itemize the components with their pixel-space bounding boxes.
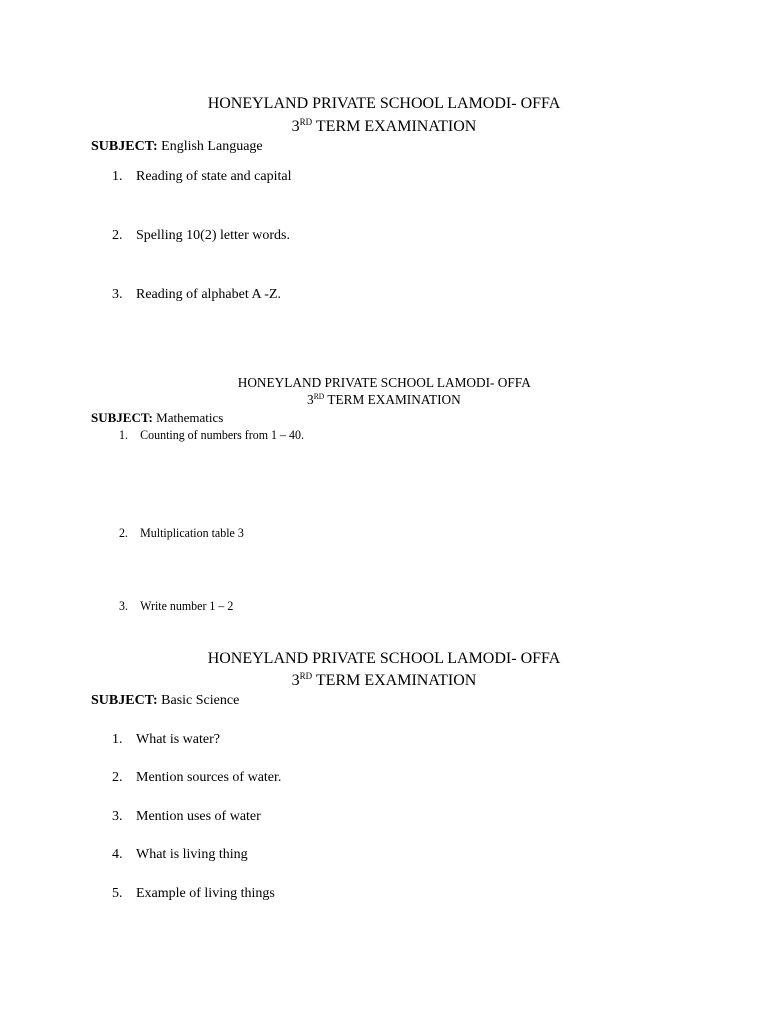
- item-text: Reading of state and capital: [136, 169, 292, 184]
- subject-line: [91, 139, 263, 155]
- subject-label: SUBJECT:: [91, 693, 158, 708]
- item-number: 4.: [112, 847, 123, 862]
- item-text: Reading of alphabet A -Z.: [136, 287, 282, 302]
- item-text: Mention uses of water: [136, 809, 261, 824]
- item-number: 5.: [112, 886, 123, 901]
- item-number: 1.: [119, 427, 128, 442]
- item-text: Example of living things: [136, 886, 275, 901]
- term-heading: [0, 118, 768, 136]
- subject-line: [91, 410, 223, 426]
- school-name: [0, 95, 768, 113]
- school-name: [0, 376, 768, 392]
- term-suffix: RD: [313, 392, 325, 401]
- term-number: 3: [307, 393, 314, 408]
- school-name-text: HONEYLAND PRIVATE SCHOOL LAMODI- OFFA: [237, 376, 531, 391]
- term-number: 3: [291, 118, 300, 135]
- subject-label: SUBJECT:: [91, 410, 153, 425]
- school-name: [0, 650, 768, 668]
- item-text: Counting of numbers from 1 – 40.: [140, 427, 304, 442]
- item-number: 2.: [112, 770, 123, 785]
- subject-label: SUBJECT:: [91, 139, 158, 154]
- item-text: Write number 1 – 2: [140, 598, 234, 613]
- term-suffix: RD: [299, 671, 313, 681]
- term-label: TERM EXAMINATION: [327, 393, 461, 408]
- term-number: 3: [291, 672, 300, 689]
- item-number: 2.: [119, 525, 128, 540]
- term-label: TERM EXAMINATION: [315, 672, 477, 689]
- item-text: What is living thing: [136, 847, 248, 862]
- term-label: TERM EXAMINATION: [315, 118, 477, 135]
- term-suffix: RD: [299, 117, 313, 127]
- item-text: What is water?: [136, 732, 220, 747]
- item-number: 3.: [112, 809, 123, 824]
- term-heading: [0, 672, 768, 690]
- term-heading-line: [307, 393, 461, 409]
- item-text: Spelling 10(2) letter words.: [136, 228, 290, 243]
- item-number: 3.: [112, 287, 123, 302]
- subject-line: [91, 693, 239, 709]
- subject-name: English Language: [161, 139, 263, 154]
- item-number: 1.: [112, 169, 123, 184]
- item-number: 2.: [112, 228, 123, 243]
- subject-name: Mathematics: [156, 410, 224, 425]
- item-number: 3.: [119, 598, 128, 613]
- item-text: Mention sources of water.: [136, 770, 282, 785]
- school-name-text: HONEYLAND PRIVATE SCHOOL LAMODI- OFFA: [207, 95, 561, 112]
- item-text: Multiplication table 3: [140, 525, 244, 540]
- subject-name: Basic Science: [161, 693, 240, 708]
- item-number: 1.: [112, 732, 123, 747]
- term-heading: [0, 393, 768, 409]
- school-name-text: HONEYLAND PRIVATE SCHOOL LAMODI- OFFA: [207, 650, 561, 667]
